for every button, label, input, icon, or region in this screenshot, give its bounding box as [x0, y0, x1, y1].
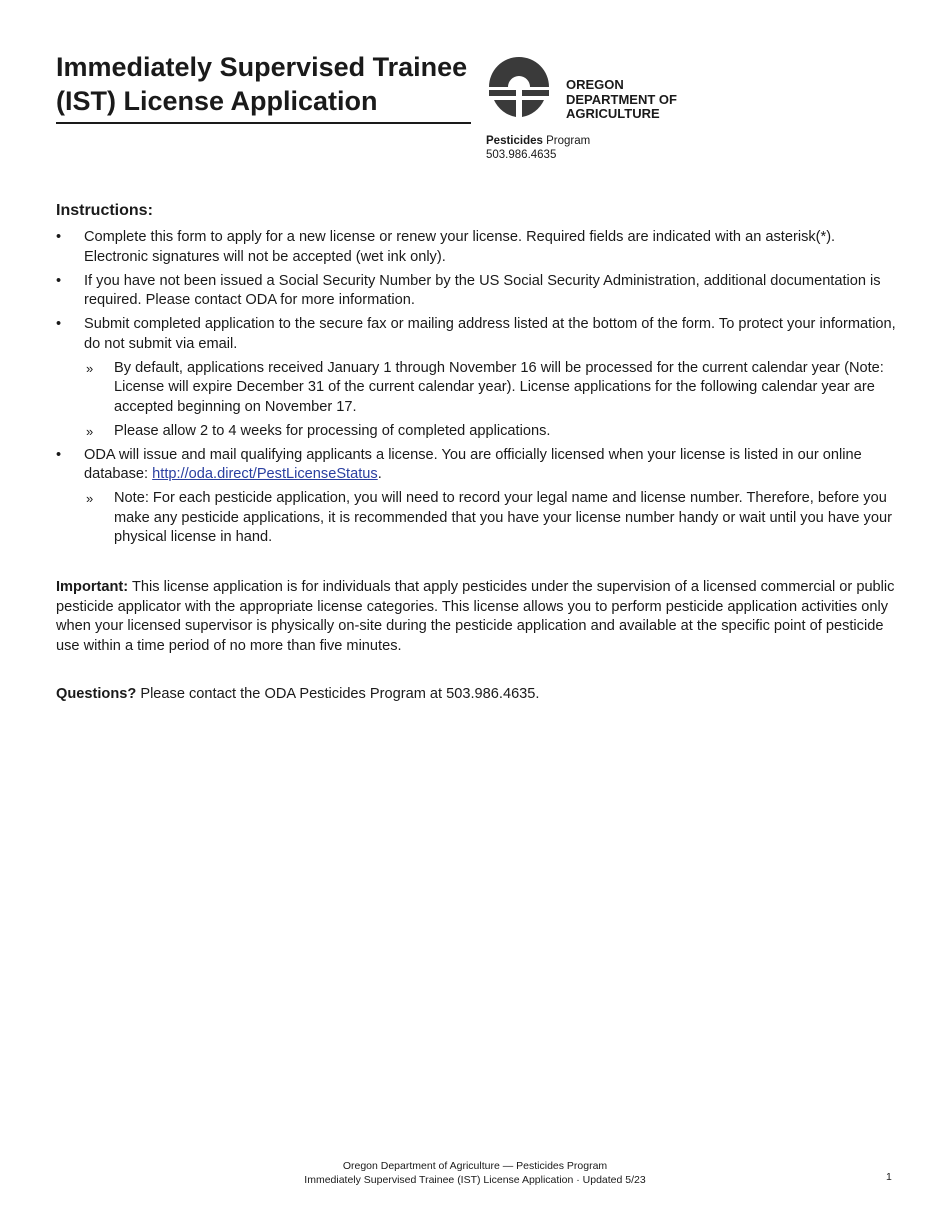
- sub-bullet-icon: »: [86, 491, 94, 506]
- bullet-icon: •: [56, 316, 62, 332]
- sub-bullet-icon: »: [86, 423, 94, 439]
- questions-text: Please contact the ODA Pesticides Program at 503.986.4635.: [136, 686, 540, 702]
- instructions-list: [56, 228, 896, 552]
- instructions-heading: Instructions:: [56, 202, 153, 219]
- instruction-subitem-4-1: [56, 489, 896, 548]
- org-line-2: DEPARTMENT OF: [566, 91, 677, 107]
- instruction-item-4: [56, 446, 896, 485]
- page-number: 1: [886, 1171, 892, 1183]
- instruction-text-1: Complete this form to apply for a new license or renew your license. Required fields are indicated with an asterisk(*). Electronic signatures will not be accepted (wet ink only).: [84, 229, 836, 265]
- instruction-subitem-3-1: [56, 359, 896, 418]
- license-status-link[interactable]: http://oda.direct/PestLicenseStatus: [152, 466, 378, 482]
- instruction-item-3: [56, 315, 896, 354]
- bullet-icon: •: [56, 446, 62, 463]
- questions-label: Questions?: [56, 686, 137, 702]
- page-title: [56, 50, 470, 118]
- instruction-subitem-3-2: [56, 422, 896, 442]
- program-name-bold: Pesticides: [486, 135, 543, 147]
- title-line-1: Immediately Supervised Trainee: [56, 52, 468, 82]
- instruction-subtext-3-2: Please allow 2 to 4 weeks for processing of completed applications.: [114, 422, 551, 439]
- bullet-icon: •: [56, 272, 62, 289]
- instruction-subtext-4-1: Note: For each pesticide application, you will need to record your legal name and license number. Therefore, before you make any pesticide applications, it is recommended that you have your license number handy or wait until you have your physical license in hand.: [114, 490, 892, 545]
- program-name: [486, 134, 590, 148]
- instruction-item-2: [56, 272, 896, 311]
- org-line-1: OREGON: [566, 77, 624, 92]
- important-text: This license application is for individuals that apply pesticides under the supervision of a licensed commercial or public pesticide applicator with the appropriate license categories. This license allows you to perform pesticide application activities only when your licensed supervisor is physically on-site during the pesticide application and available at the specific point of pesticide use within a time period of no more than five minutes.: [56, 579, 895, 654]
- page-footer: [0, 1160, 950, 1187]
- instruction-item-1: [56, 228, 896, 267]
- instruction-text-2: If you have not been issued a Social Security Number by the US Social Security Administration, additional documentation is required. Please contact ODA for more information.: [84, 272, 881, 308]
- bullet-icon: •: [56, 229, 62, 245]
- footer-line-1: Oregon Department of Agriculture — Pesticides Program: [342, 1160, 608, 1172]
- questions-paragraph: [56, 685, 896, 705]
- sub-bullet-icon: »: [86, 360, 94, 376]
- program-name-rest: Program: [542, 135, 591, 147]
- org-name: [566, 78, 677, 122]
- instruction-subtext-3-1: By default, applications received January 1 through November 16 will be processed for the current calendar year (Note: License will expire December 31 of the current calendar year). License applications for the following calendar year are accepted beginning on November 17.: [114, 359, 884, 415]
- program-phone: 503.986.4635: [486, 149, 557, 161]
- title-line-2: (IST) License Application: [56, 86, 378, 116]
- org-line-3: AGRICULTURE: [566, 106, 660, 121]
- oda-logo-icon: [486, 57, 552, 123]
- instruction-text-3: Submit completed application to the secure fax or mailing address listed at the bottom of the form. To protect your information, do not submit via email.: [84, 316, 896, 352]
- program-info: [486, 134, 590, 162]
- instruction-text-4: ODA will issue and mail qualifying applicants a license. You are officially licensed when your license is listed in our online database:: [84, 446, 862, 482]
- important-paragraph: [56, 578, 896, 656]
- instruction-text-4-end: .: [377, 466, 382, 482]
- important-label: Important:: [56, 579, 129, 595]
- footer-line-2: Immediately Supervised Trainee (IST) License Application · Updated 5/23: [304, 1173, 646, 1186]
- title-underline: [56, 122, 471, 124]
